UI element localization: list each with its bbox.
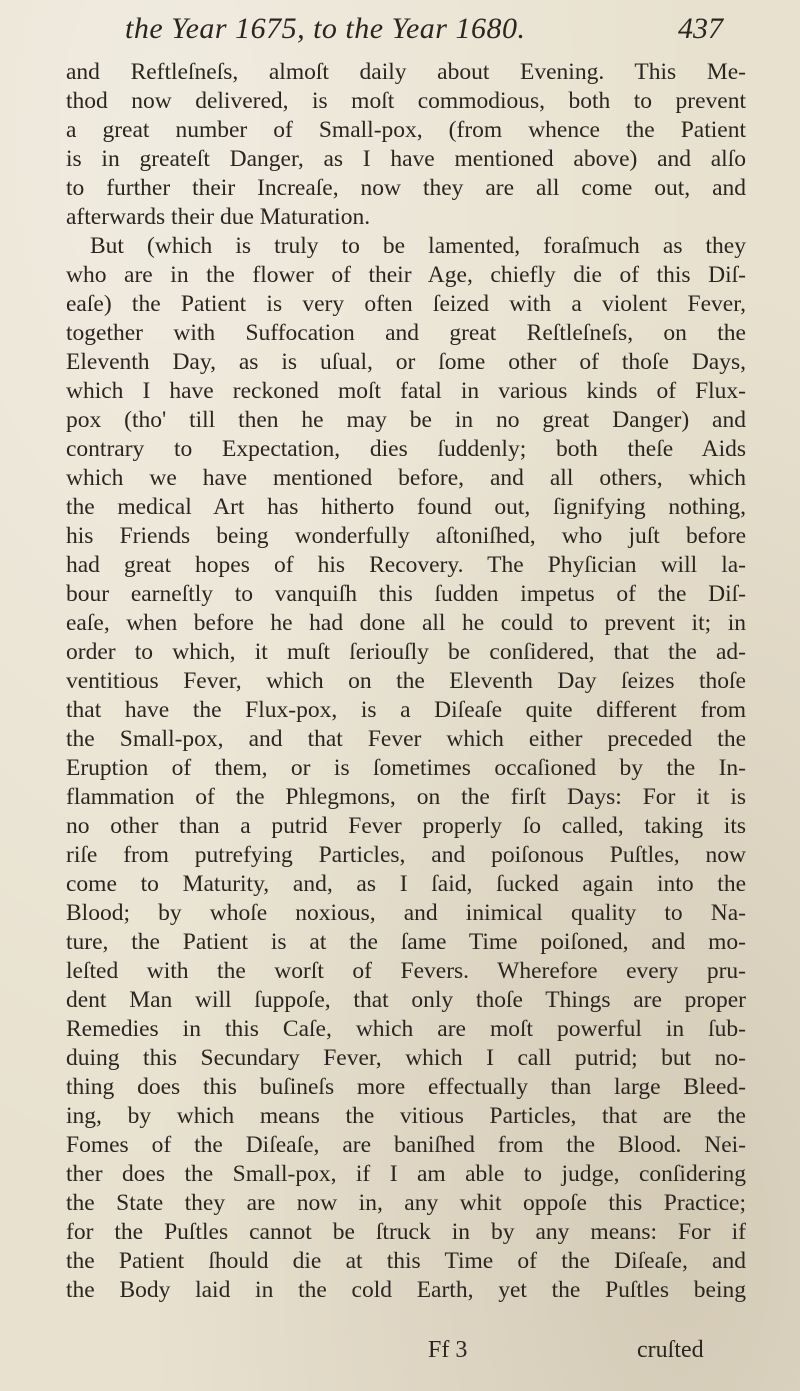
text-line: the State they are now in, any whit oppoſe this Practice; [66, 1190, 746, 1216]
text-line: leſted with the worſt of Fevers. Wherefore every pru- [66, 958, 746, 984]
text-line: that have the Flux-pox, is a Diſeaſe quite different from [66, 697, 746, 723]
running-head [0, 12, 800, 52]
text-line: his Friends being wonderfully aſtoniſhed, who juſt before [66, 523, 746, 549]
text-line: order to which, it muſt ſeriouſly be conſidered, that the ad- [66, 639, 746, 665]
text-line: a great number of Small-pox, (from whence the Patient [66, 117, 746, 143]
text-line: ther does the Small-pox, if I am able to judge, conſidering [66, 1161, 746, 1187]
text-line: Blood; by whoſe noxious, and inimical quality to Na- [66, 900, 746, 926]
text-line: the Small-pox, and that Fever which either preceded the [66, 726, 746, 752]
page-footer [0, 1337, 800, 1367]
text-line: together with Suffocation and great Reſtleſneſs, on the [66, 320, 746, 346]
signature-mark: Ff 3 [428, 1337, 468, 1363]
text-line: the Patient ſhould die at this Time of the Diſeaſe, and [66, 1248, 746, 1274]
text-line: the medical Art has hitherto found out, ſignifying nothing, [66, 494, 746, 520]
text-line: duing this Secundary Fever, which I call putrid; but no- [66, 1045, 746, 1071]
text-line: for the Puſtles cannot be ſtruck in by any means: For if [66, 1219, 746, 1245]
text-line: eaſe) the Patient is very often ſeized with a violent Fever, [66, 291, 746, 317]
text-line: had great hopes of his Recovery. The Phyſician will la- [66, 552, 746, 578]
text-line: riſe from putrefying Particles, and poiſonous Puſtles, now [66, 842, 746, 868]
text-line: ture, the Patient is at the ſame Time poiſoned, and mo- [66, 929, 746, 955]
text-line: and Reftleſneſs, almoſt daily about Evening. This Me- [66, 59, 746, 85]
text-line: who are in the flower of their Age, chiefly die of this Diſ- [66, 262, 746, 288]
text-line: come to Maturity, and, as I ſaid, ſucked again into the [66, 871, 746, 897]
text-line: Eruption of them, or is ſometimes occaſioned by the In- [66, 755, 746, 781]
text-line: afterwards their due Maturation. [66, 204, 371, 230]
text-line: bour earneſtly to vanquiſh this ſudden impetus of the Diſ- [66, 581, 746, 607]
page-number: 437 [678, 12, 723, 45]
text-line: the Body laid in the cold Earth, yet the Puſtles being [66, 1277, 746, 1303]
text-line: Remedies in this Caſe, which are moſt powerful in ſub- [66, 1016, 746, 1042]
text-line: to further their Increaſe, now they are all come out, and [66, 175, 746, 201]
text-line: contrary to Expectation, dies ſuddenly; both theſe Aids [66, 436, 746, 462]
text-line: which we have mentioned before, and all others, which [66, 465, 746, 491]
running-title: the Year 1675, to the Year 1680. [125, 12, 526, 45]
text-line: no other than a putrid Fever properly ſo called, taking its [66, 813, 746, 839]
text-line: thing does this buſineſs more effectually than large Bleed- [66, 1074, 746, 1100]
text-line: thod now delivered, is moſt commodious, both to prevent [66, 88, 746, 114]
text-line: eaſe, when before he had done all he could to prevent it; in [66, 610, 746, 636]
text-line: ventitious Fever, which on the Eleventh Day ſeizes thoſe [66, 668, 746, 694]
text-line: ing, by which means the vitious Particles, that are the [66, 1103, 746, 1129]
text-line: dent Man will ſuppoſe, that only thoſe Things are proper [66, 987, 746, 1013]
text-line: which I have reckoned moſt fatal in various kinds of Flux- [66, 378, 746, 404]
text-line: is in greateſt Danger, as I have mentioned above) and alſo [66, 146, 746, 172]
text-line: flammation of the Phlegmons, on the firſt Days: For it is [66, 784, 746, 810]
text-line: Fomes of the Diſeaſe, are baniſhed from the Blood. Nei- [66, 1132, 746, 1158]
body-text [66, 58, 746, 1305]
text-line: Eleventh Day, as is uſual, or ſome other of thoſe Days, [66, 349, 746, 375]
text-line: But (which is truly to be lamented, foraſmuch as they [90, 233, 746, 259]
catchword: cruſted [637, 1337, 704, 1363]
text-line: pox (tho' till then he may be in no great Danger) and [66, 407, 746, 433]
